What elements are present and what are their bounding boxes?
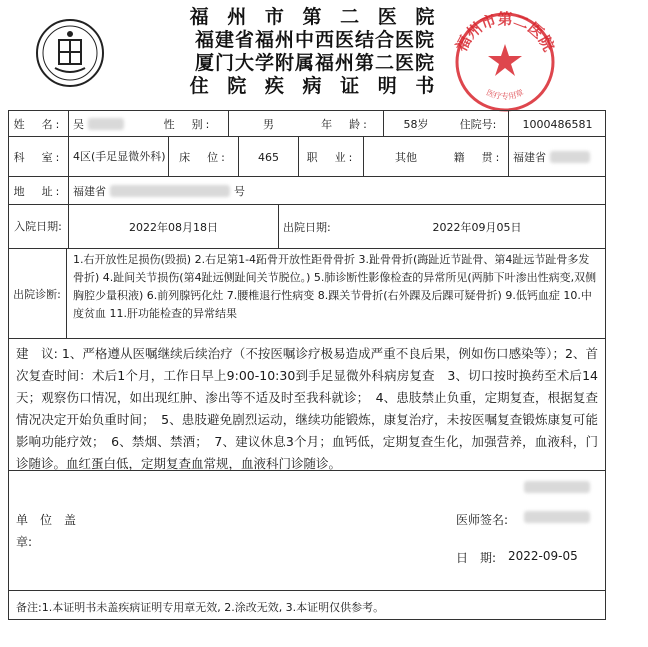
- row-diagnosis: [8, 248, 606, 339]
- unit-seal-label: 单 位 盖: [16, 513, 77, 527]
- admit-label: 入院日期:: [14, 220, 62, 233]
- advice-text: 1、严格遵从医嘱继续后续治疗（不按医嘱诊疗极易造成严重不良后果，例如伤口感染等）；2、首次复查时间：术后1个月，工作日早上9:00-10:30到手足显微外科病房复查 3、切口按时换药至术后14天；观察伤口情况，如出现红肿、渗出等不适及时至我科就诊； 4、患肢禁止负重，定期复查，根据复查情况决定开始负重时间； 5、患肢避免剧烈运动，继续功能锻炼，康复治疗，未按医嘱复查锻炼康复可能影响功能疗效； 6、禁烟、禁酒； 7、建议休息3个月；血钙低，定期复查生化，加强营养，血液科，门诊随诊。血红蛋白低，定期复查血常规，血液科门诊随诊。: [16, 346, 598, 471]
- redacted-stamp: [524, 481, 590, 493]
- dept-value: 4区(手足显微外科): [73, 150, 166, 163]
- admit-value: 2022年08月18日: [129, 221, 218, 234]
- hospital-titles: [150, 6, 480, 98]
- bed-label: 床 位:: [179, 151, 228, 164]
- discharge-label: 出院日期:: [283, 221, 331, 234]
- title-line-3: 厦门大学附属福州第二医院: [194, 52, 435, 74]
- row-advice: [8, 338, 606, 471]
- name-value: 吴: [73, 118, 84, 131]
- gender-value: 男: [263, 118, 274, 131]
- name-label: 姓 名:: [13, 118, 63, 131]
- bed-value: 465: [258, 150, 279, 164]
- row-note: [8, 590, 606, 621]
- advice-label: 建 议:: [16, 346, 58, 361]
- date-value: 2022-09-05: [508, 549, 578, 563]
- age-label: 年 龄:: [321, 118, 370, 131]
- seal-subtext: 医疗专用章: [484, 87, 526, 102]
- document-header: [0, 0, 648, 110]
- doctor-sign-label: 医师签名:: [456, 513, 509, 527]
- footer-note: 备注:1.本证明书未盖疾病证明专用章无效, 2.涂改无效, 3.本证明仅供参考。: [16, 601, 385, 614]
- row-dates: [8, 204, 606, 249]
- address-value: 福建省: [73, 185, 106, 198]
- svg-text:医疗专用章: [485, 87, 525, 101]
- redacted-signature: [524, 511, 590, 523]
- row-patient-basic: [8, 110, 606, 137]
- redacted-address: [110, 185, 230, 197]
- redacted-origin: [550, 151, 590, 163]
- admission-no-value: 1000486581: [522, 117, 593, 131]
- redacted-name: [88, 118, 124, 130]
- job-label: 职 业:: [306, 151, 356, 164]
- unit-seal-label-2: 章:: [16, 535, 33, 549]
- row-department: [8, 136, 606, 177]
- hospital-seal-icon: [446, 6, 564, 114]
- row-signature: [8, 470, 606, 591]
- dept-label: 科 室:: [13, 151, 63, 164]
- title-line-2: 福建省福州中西医结合医院: [194, 29, 435, 51]
- date-label: 日 期:: [456, 551, 497, 565]
- address-label: 地 址:: [13, 185, 63, 198]
- diagnosis-label: 出院诊断:: [13, 288, 61, 301]
- admission-no-label: 住院号:: [459, 118, 497, 131]
- hospital-emblem-icon: [35, 18, 105, 88]
- title-line-1: 福 州 市 第 二 医 院: [189, 6, 441, 28]
- job-value: 其他: [395, 151, 417, 164]
- origin-value: 福建省: [513, 151, 546, 164]
- discharge-value: 2022年09月05日: [432, 221, 522, 234]
- title-line-4: 住 院 疾 病 证 明 书: [189, 75, 441, 97]
- age-value: 58岁: [403, 118, 429, 131]
- gender-label: 性 别:: [163, 118, 213, 131]
- seal-text: 福州市第二医院: [452, 9, 558, 55]
- address-suffix: 号: [234, 185, 245, 198]
- advice-block: [8, 339, 606, 479]
- origin-label: 籍 贯:: [453, 151, 503, 164]
- certificate-form: [8, 110, 606, 620]
- diagnosis-text: 1.右开放性足损伤(毁损) 2.右足第1-4跖骨开放性距骨骨折 3.趾骨骨折(踇趾近节趾骨、第4趾远节趾骨多发骨折) 4.趾间关节损伤(第4趾远侧趾间关节脱位。) 5.肺诊断性影像检查的异常所见(两肺下叶渗出性病变,双侧胸腔少量积液) 6.前列腺钙化灶 7.腰椎退行性病变 8.踝关节骨折(右外踝及后踝可疑骨折) 9.低钙血症 10.中度贫血 11.肝功能检查的异常结果: [73, 253, 597, 320]
- row-address: [8, 176, 606, 205]
